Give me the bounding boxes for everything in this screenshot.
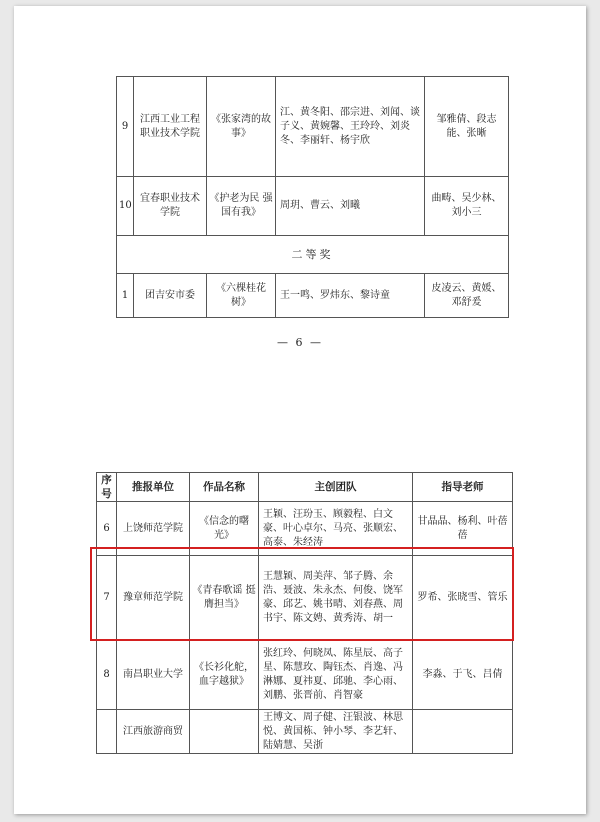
header-number: 序号 bbox=[97, 473, 117, 502]
team-cell: 王一鸣、罗炜东、黎诗童 bbox=[276, 274, 425, 318]
header-team: 主创团队 bbox=[259, 473, 413, 502]
team-cell: 江、黄冬阳、邵宗进、刘闻、谈子义、黄婉馨、王玲玲、刘炎冬、李丽轩、杨宇欣 bbox=[276, 77, 425, 177]
teacher-cell bbox=[413, 710, 513, 754]
unit-cell: 江西旅游商贸 bbox=[117, 710, 190, 754]
table-row bbox=[117, 177, 509, 236]
team-cell: 王慧颖、周美萍、邹子腾、余浩、聂波、朱永杰、何俊、饶军豪、邱艺、姚书晴、刘春燕、周书宇、陈文娉、黄秀涛、胡一 bbox=[259, 556, 413, 640]
unit-cell: 江西工业工程职业技术学院 bbox=[134, 77, 207, 177]
row-number: 7 bbox=[97, 556, 117, 640]
header-work: 作品名称 bbox=[190, 473, 259, 502]
table-row bbox=[97, 710, 513, 754]
teacher-cell: 皮凌云、黄媛、邓舒爰 bbox=[425, 274, 509, 318]
award-heading-row bbox=[117, 236, 509, 274]
table-row bbox=[97, 640, 513, 710]
table-row bbox=[117, 274, 509, 318]
table-header-row bbox=[97, 473, 513, 502]
unit-cell: 豫章师范学院 bbox=[117, 556, 190, 640]
header-unit: 推报单位 bbox=[117, 473, 190, 502]
work-cell: 《张家湾的故事》 bbox=[207, 77, 276, 177]
row-number: 6 bbox=[97, 502, 117, 556]
unit-cell: 南昌职业大学 bbox=[117, 640, 190, 710]
row-number bbox=[97, 710, 117, 754]
row-number: 9 bbox=[117, 77, 134, 177]
teacher-cell: 甘晶晶、杨利、叶蓓蓓 bbox=[413, 502, 513, 556]
row-number: 8 bbox=[97, 640, 117, 710]
unit-cell: 团吉安市委 bbox=[134, 274, 207, 318]
page-number: — 6 — bbox=[277, 336, 323, 349]
document-page bbox=[14, 6, 586, 814]
header-teachers: 指导老师 bbox=[413, 473, 513, 502]
team-cell: 张红玲、何晓凤、陈星辰、高子星、陈慧玫、陶钰杰、肖逸、冯淋娜、夏祎夏、邱驰、李心雨、刘鹏、张晋前、肖智豪 bbox=[259, 640, 413, 710]
teacher-cell: 李淼、于飞、吕倩 bbox=[413, 640, 513, 710]
team-cell: 王博文、周子健、汪银波、林思悦、黄国栋、钟小琴、李艺轩、陆婧慧、吴浙 bbox=[259, 710, 413, 754]
award-table-top bbox=[116, 76, 509, 318]
table-row bbox=[117, 77, 509, 177]
work-cell bbox=[190, 710, 259, 754]
highlight-box bbox=[90, 547, 514, 641]
teacher-cell: 邹雅倩、段志能、张晰 bbox=[425, 77, 509, 177]
teacher-cell: 曲畴、吴少林、刘小三 bbox=[425, 177, 509, 236]
team-cell: 周玥、曹云、刘曦 bbox=[276, 177, 425, 236]
award-heading: 二等奖 bbox=[117, 236, 509, 274]
team-cell: 王颖、汪玢玉、顾毅程、白文豪、叶心卓尔、马亮、张顺宏、高泰、朱经涛 bbox=[259, 502, 413, 556]
work-cell: 《六棵桂花树》 bbox=[207, 274, 276, 318]
row-number: 10 bbox=[117, 177, 134, 236]
work-cell: 《信念的曙光》 bbox=[190, 502, 259, 556]
row-number: 1 bbox=[117, 274, 134, 318]
teacher-cell: 罗希、张晓雪、管乐 bbox=[413, 556, 513, 640]
unit-cell: 上饶师范学院 bbox=[117, 502, 190, 556]
work-cell: 《长衫化舵，血字越狱》 bbox=[190, 640, 259, 710]
work-cell: 《青春歌谣 挺膺担当》 bbox=[190, 556, 259, 640]
work-cell: 《护老为民 强国有我》 bbox=[207, 177, 276, 236]
unit-cell: 宜春职业技术学院 bbox=[134, 177, 207, 236]
